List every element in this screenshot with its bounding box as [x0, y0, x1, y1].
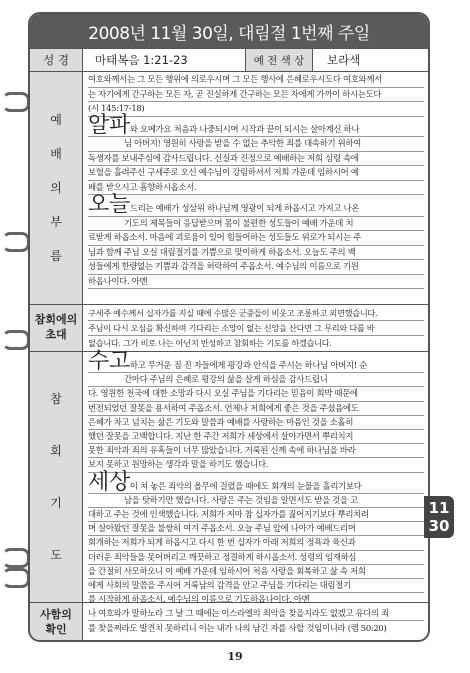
paragraph-line: 은혜가 차고 넘치는 삶은 기도와 말씀과 예배를 사랑하는 마음인 것을 소홀히: [88, 416, 424, 430]
paragraph-line: 남을 탓하기만 했습니다. 사랑은 주는 것임을 알면서도 받을 것을 고: [88, 494, 424, 508]
binder-ring: [2, 232, 30, 252]
assurance-text: [83, 603, 428, 642]
paragraph-line: [88, 349, 424, 374]
label-char: 참: [50, 391, 62, 406]
page-number: 19: [227, 650, 243, 663]
date-tab-month: 11: [428, 499, 450, 517]
label-char: 부: [50, 215, 62, 230]
drop-word: 세상: [88, 469, 130, 495]
paragraph-line: 간마다 주님의 은혜로 평강의 삶을 살게 하심을 감사드립니: [88, 373, 424, 387]
line-text: 하고 무거운 짐 진 자들에게 평강과 안식을 주시는 하나님 아버지! 순: [129, 360, 367, 370]
assurance-label: 사함의 확인: [30, 603, 83, 642]
paragraph-line: 독생자를 보내주심에 감사드립니다. 신실과 진정으로 예배하는 저희 심령 속에: [88, 152, 424, 167]
paragraph-line: 하옵나이다. 아멘: [88, 275, 424, 290]
binder-ring: [2, 92, 30, 112]
label-char: 배: [50, 146, 62, 161]
binder-ring: [2, 330, 30, 350]
scripture-label: 성 경: [30, 49, 83, 71]
label-char: 예: [50, 112, 62, 127]
confession-prayer-section: [30, 349, 428, 605]
paragraph-line: 을 간절히 사모하오니 이 예배 가운데 임하시어 처음 사랑을 회복하고 삶 속 저희: [88, 565, 424, 579]
label-char: 의: [50, 180, 62, 195]
paragraph-line: 기도의 제목들이 응답받으며 몸이 불편한 성도들이 예배 가운데 치: [88, 217, 424, 232]
paragraph-line: 번전되었던 잘못을 용서하여 주옵소서. 언제나 저희에게 좋은 것을 주셨음에도: [88, 402, 424, 416]
paragraph-line: 했던 잘못을 고백합니다. 지난 한 주간 저희가 세상에서 살아가면서 뿌리치지: [88, 430, 424, 444]
verse-line: 나 여호와가 말하노라 그 날 그 때에는 이스라엘의 죄악을 찾을지라도 없겠고 유다의 죄: [88, 606, 424, 621]
verse-line: 를 찾을찌라도 발견치 못하리니 이는 내가 나의 남긴 자를 사할 것임이니라 (렘 50:20): [88, 623, 387, 633]
liturgical-color-label: 예 전 색 상: [246, 49, 313, 71]
line-text: 와 오메가요 처음과 나중되시며 시작과 끝이 되시는 살아계신 하나: [129, 123, 360, 134]
label-char: 기: [50, 496, 62, 510]
paragraph-line: 님 아버지! 영원히 사랑을 받을 수 없는 추악한 죄를 대속하기 위하여: [88, 137, 424, 152]
liturgy-page: [28, 12, 430, 642]
paragraph-line: 배를 받으시고 흠향하시옵소서.: [88, 181, 424, 196]
drop-word: 알파: [88, 112, 130, 138]
binder-ring: [2, 548, 30, 568]
verse-line: 는 자기에게 간구하는 모든 자, 곧 진실하게 간구하는 모든 자에게 가까이 하시는도다: [88, 88, 424, 103]
paragraph-line: [88, 469, 424, 495]
liturgical-color-value: 보라색: [327, 53, 361, 67]
line-text: 드리는 예배가 성삼위 하나님께 영광이 되게 하옵시고 가지고 나온: [129, 203, 360, 213]
invitation-text: [83, 305, 428, 351]
confession-prayer-text: [83, 349, 428, 605]
drop-word: 오늘: [88, 192, 130, 217]
paragraph-line: 보혈을 흘려주신 구세주로 오신 예수님이 강림하셔서 저희 가운데 임하시어 예: [88, 166, 424, 181]
page-title: 2008년 11월 30일, 대림절 1번째 주일: [30, 14, 428, 48]
scripture-row: [30, 48, 428, 71]
confession-prayer-label: [30, 352, 83, 602]
label-char: 도: [50, 548, 62, 563]
paragraph-line: [88, 192, 424, 217]
paragraph-line: 성들에게 한량없는 기쁨과 감격을 허락하여 주옵소서. 예수님의 이름으로 기원: [88, 260, 424, 275]
paragraph-line: 없습니다. 그가 비로 나는 아닌지 반성하고 참회하는 기도를 하겠습니다.: [88, 338, 332, 348]
paragraph-line: 주님이 다시 오심을 확신하며 기다리는 소망이 없는 신앙을 산다면 그 무리와 다를 바: [88, 321, 424, 336]
label-char: 회: [50, 443, 62, 458]
call-to-worship-text: [83, 72, 428, 304]
label-char: 름: [50, 249, 62, 264]
paragraph-line: 를 시작하게 하옵소서. 예수님의 이름으로 기도하옵나이다. 아멘: [88, 594, 310, 605]
invitation-section: [30, 304, 428, 351]
binder-ring: [2, 568, 30, 588]
drop-word: 수고: [88, 349, 130, 374]
paragraph-line: 에게 사회의 말씀을 주시어 거룩남의 감격을 안고 주님을 기다리는 대림절기: [88, 579, 424, 593]
paragraph-line: 보지 못하고 원망하는 생각과 말을 하기도 했습니다.: [88, 458, 424, 472]
paragraph-line: [88, 112, 424, 138]
paragraph-line: 못한 죄악과 죄의 유혹들이 너무 많았습니다. 거룩된 신께 속에 하나님을 바라: [88, 444, 424, 458]
date-tab[interactable]: [424, 496, 454, 538]
scripture-passage: 마태복음 1:21-23: [83, 49, 246, 71]
line-text: 이 쳐 놓은 죄악의 올무에 걸렸을 때에도 회개의 눈물을 흘리기보다: [129, 480, 362, 491]
date-tab-day: 30: [428, 517, 450, 535]
invitation-label: 참회에의 초대: [30, 305, 83, 351]
binder-rings: [0, 0, 30, 673]
assurance-section: [30, 602, 428, 642]
paragraph-line: 료받게 하옵소서. 마음에 괴로움이 있어 힘들어하는 성도들도 위로가 되시는 주: [88, 231, 424, 246]
paragraph-line: 대하고 주는 것에 인색했습니다. 저희가 저마 참 십자가를 짊어지기보다 뿌리치려: [88, 508, 424, 522]
paragraph-line: 회개하는 저희가 되게 하옵시고 다시 한 번 십자가 아래 저희의 정욕과 육신과: [88, 536, 424, 550]
paragraph-line: 다. 영원한 천국에 대한 소망과 다시 오실 주님을 기다리는 믿음이 희박 때문에: [88, 387, 424, 401]
paragraph-line: 더러운 죄악들을 못어버리고 깨끗하고 정결하게 하시옵소서. 성령의 임재하심: [88, 551, 424, 565]
verse-citation: (시 145:17-18): [88, 102, 424, 117]
paragraph-line: 며 살아왔던 잘못을 불쌍히 여겨 주옵소서. 오늘 주님 앞에 나아가 예배드리며: [88, 522, 424, 536]
call-to-worship-section: [30, 71, 428, 304]
call-to-worship-label: [30, 72, 83, 304]
paragraph-line: 님과 함께 주님 오실 대림절기를 기쁨으로 맞이하게 하옵소서. 오늘도 주의 백: [88, 246, 424, 261]
verse-line: 여호와께서는 그 모든 행위에 의로우시며 그 모든 행사에 은혜로우시도다 여호와께서: [88, 73, 424, 88]
paragraph-line: 구세주 예수께서 십자가를 지실 때에 수많은 군중들이 비웃고 조롱하고 외면했습니다.: [88, 306, 424, 321]
